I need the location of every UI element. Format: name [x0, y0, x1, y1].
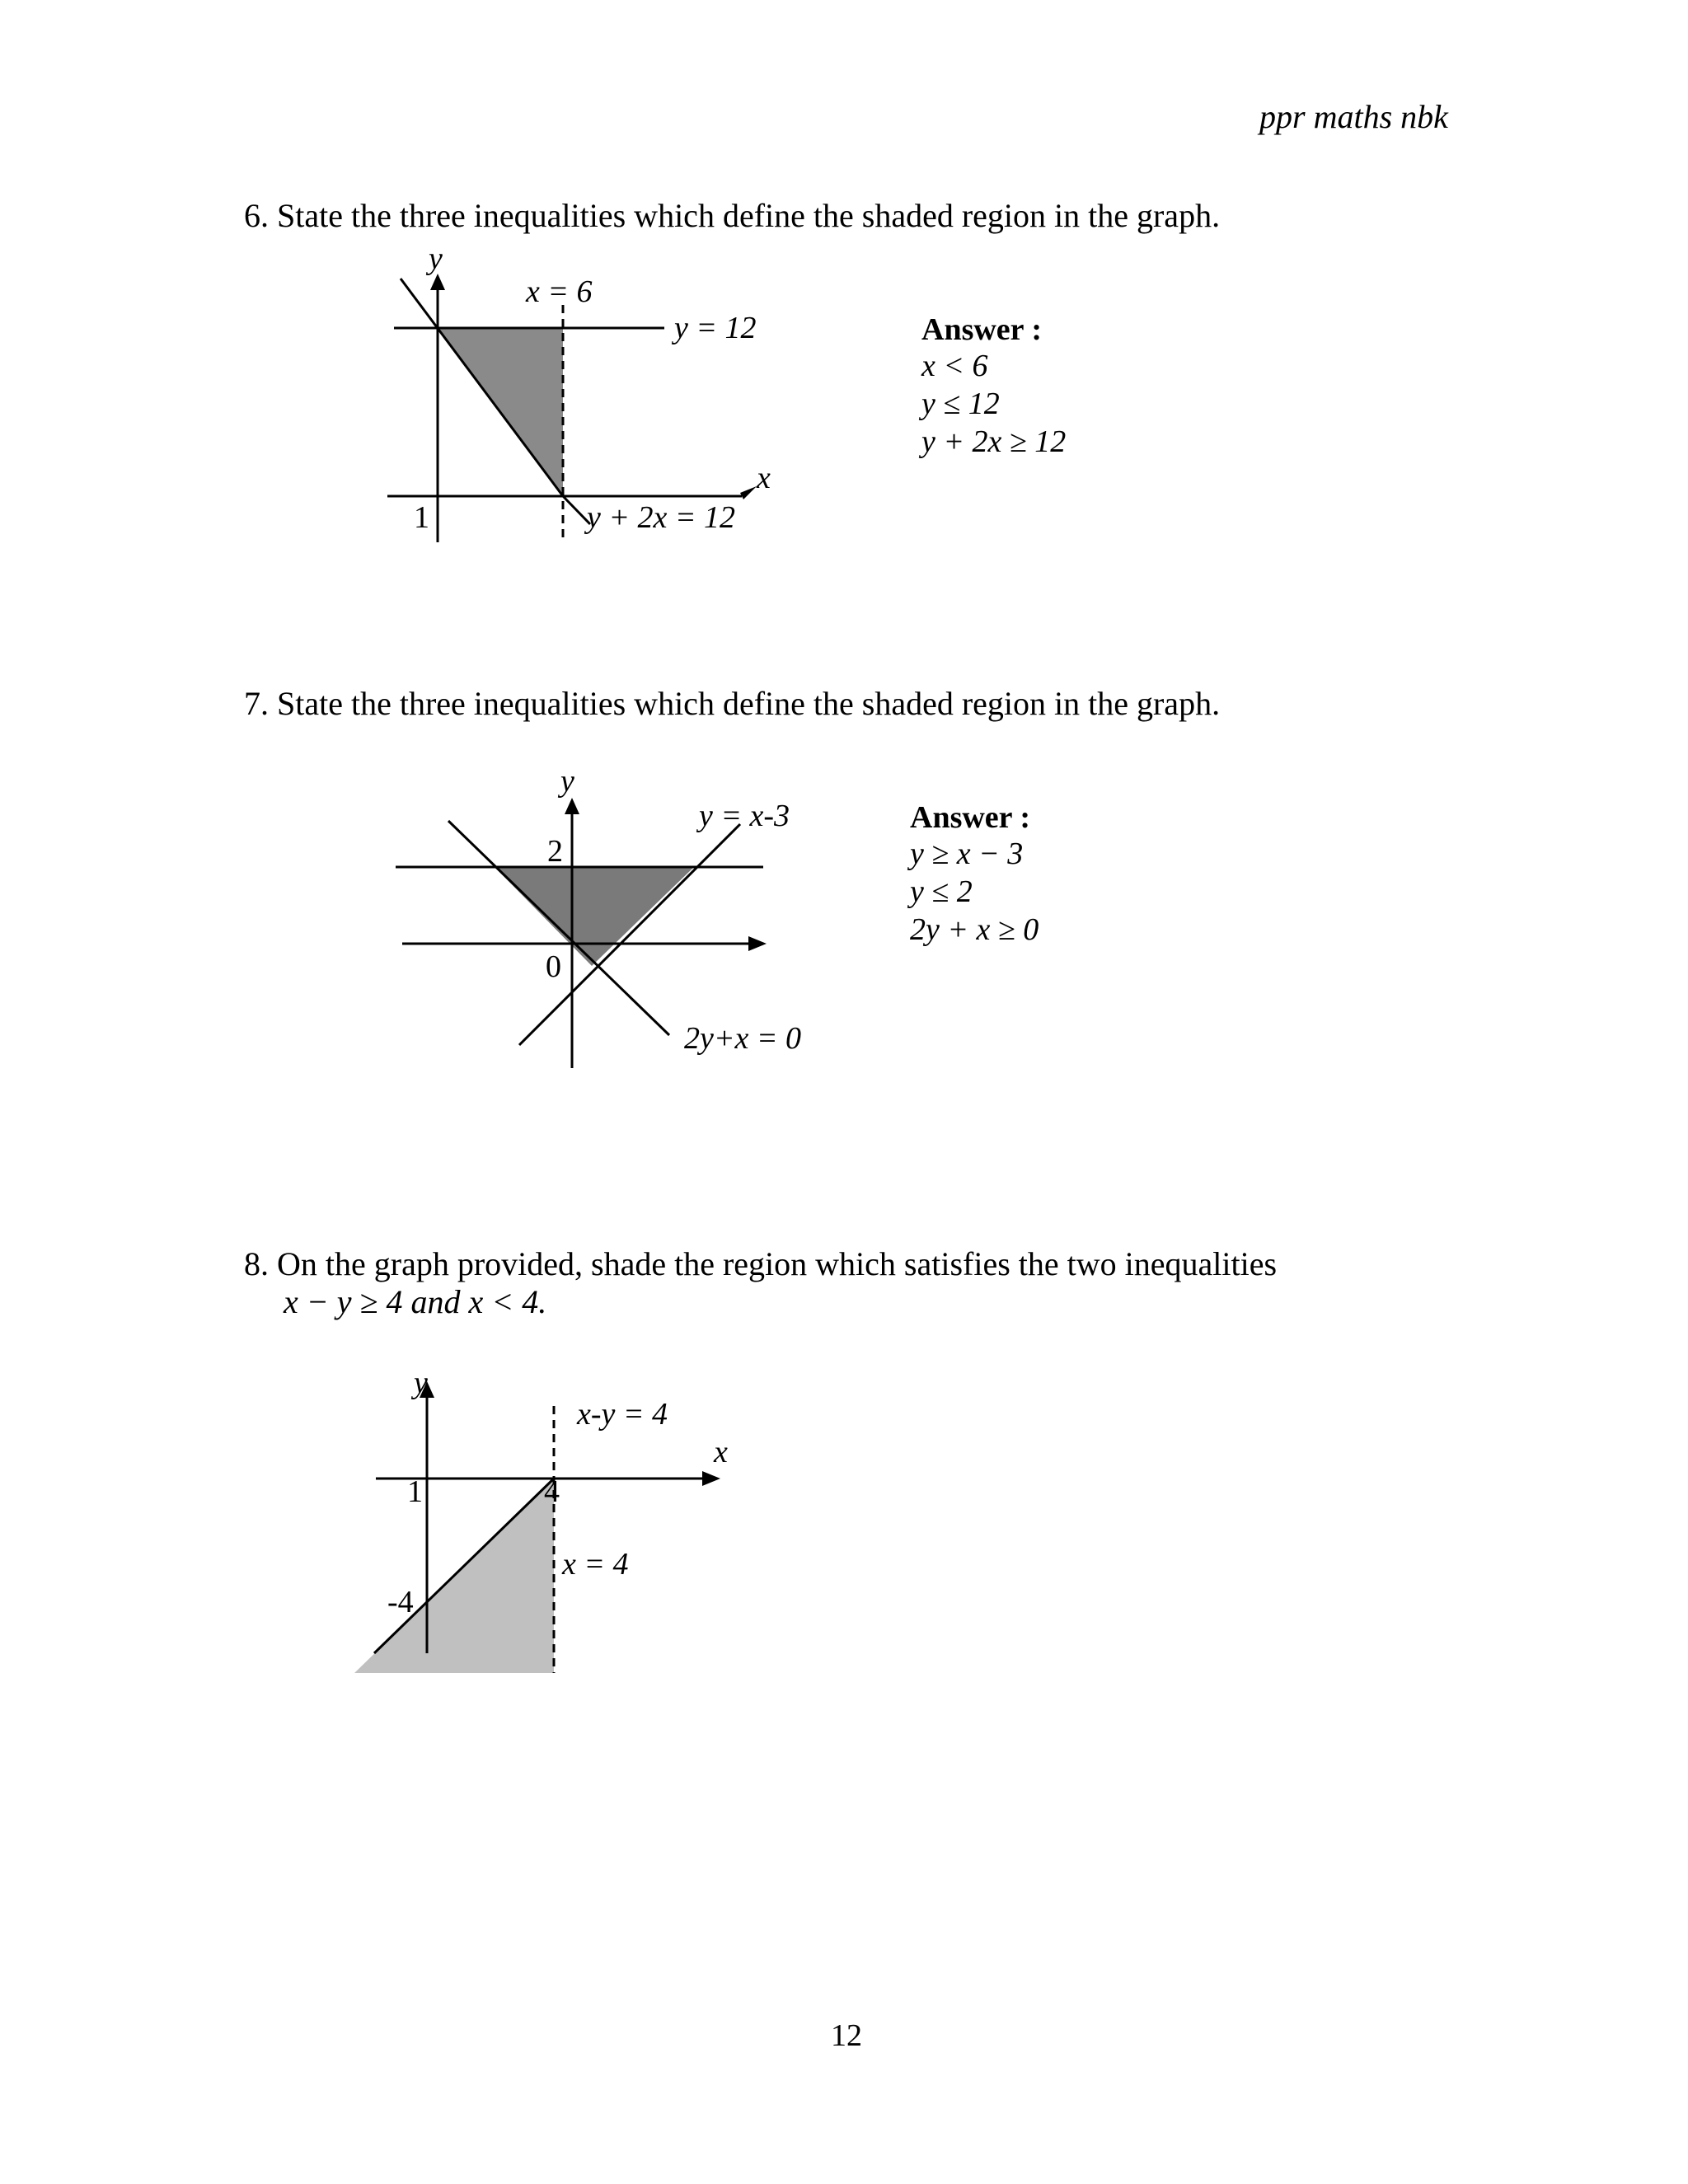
- q8-x-axis-arrow: [702, 1471, 720, 1486]
- q6-x-label: x: [757, 461, 771, 495]
- q7-tick-0: 0: [546, 949, 561, 984]
- q7-answer-line-2: y ≤ 2: [910, 874, 973, 909]
- question-6-text: 6. State the three inequalities which define the shaded region in the graph.: [244, 197, 1221, 234]
- q8-tick-4: 4: [544, 1474, 560, 1509]
- q8-tick-neg4: -4: [387, 1585, 414, 1619]
- q6-tick-label: 1: [414, 500, 429, 535]
- q6-answer-title: Answer :: [921, 312, 1043, 347]
- q8-label-x4: x = 4: [562, 1547, 629, 1582]
- q6-label-y12: y = 12: [674, 311, 757, 345]
- q6-answer-line-2: y ≤ 12: [921, 387, 1000, 421]
- q8-x-label: x: [714, 1435, 728, 1469]
- q6-label-diagonal: y + 2x = 12: [587, 500, 736, 535]
- q6-answer-line-3: y + 2x ≥ 12: [921, 424, 1067, 459]
- question-8-text-line-2: x − y ≥ 4 and x < 4.: [284, 1283, 547, 1320]
- q8-y-label: y: [414, 1366, 428, 1400]
- q8-label-diagonal: x-y = 4: [577, 1397, 668, 1432]
- q7-answer-line-1: y ≥ x − 3: [910, 837, 1024, 871]
- question-7-text: 7. State the three inequalities which define the shaded region in the graph.: [244, 685, 1221, 722]
- header-title: ppr maths nbk: [1259, 98, 1448, 135]
- page-number: 12: [831, 2018, 862, 2053]
- q7-tick-2: 2: [547, 834, 563, 869]
- q8-tick-1: 1: [407, 1474, 423, 1509]
- q7-label-line-a: y = x-3: [699, 799, 790, 833]
- q7-label-line-b: 2y+x = 0: [684, 1021, 802, 1056]
- q6-label-x6: x = 6: [526, 274, 593, 309]
- q7-y-label: y: [560, 764, 574, 799]
- q7-answer-line-3: 2y + x ≥ 0: [910, 912, 1039, 947]
- q6-answer-line-1: x < 6: [921, 349, 988, 383]
- q6-y-label: y: [429, 241, 443, 276]
- q7-answer-title: Answer :: [910, 800, 1031, 835]
- question-8-text-line-1: 8. On the graph provided, shade the region which satisfies the two inequalities: [244, 1245, 1278, 1282]
